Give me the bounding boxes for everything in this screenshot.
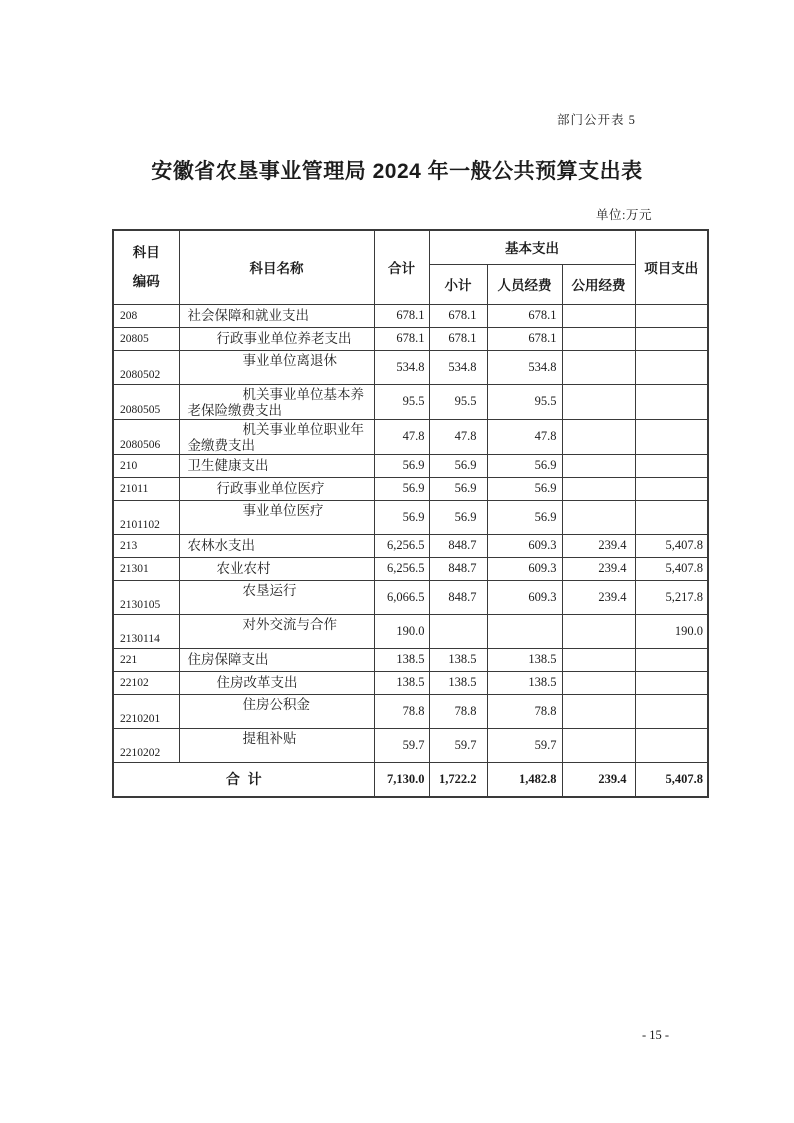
- cell-personnel: 678.1: [487, 304, 562, 327]
- table-row: [113, 728, 708, 762]
- cell-subject-name: 机关事业单位职业年金缴费支出: [179, 419, 374, 454]
- cell-subject-code: 2210202: [113, 728, 179, 762]
- table-row: [113, 671, 708, 694]
- cell-subtotal: 848.7: [429, 557, 487, 580]
- cell-total: 138.5: [374, 648, 429, 671]
- cell-project: 5,217.8: [635, 580, 708, 614]
- cell-personnel: 59.7: [487, 728, 562, 762]
- cell-subject-code: 2101102: [113, 500, 179, 534]
- header-code-line2: 编码: [132, 274, 160, 290]
- total-sum: 7,130.0: [374, 762, 429, 797]
- total-public: 239.4: [562, 762, 635, 797]
- table-row: [113, 557, 708, 580]
- cell-total: 59.7: [374, 728, 429, 762]
- table-row: [113, 500, 708, 534]
- cell-subject-code: 208: [113, 304, 179, 327]
- cell-project: 190.0: [635, 614, 708, 648]
- cell-subtotal: 95.5: [429, 384, 487, 419]
- cell-personnel: 56.9: [487, 477, 562, 500]
- cell-public: [562, 454, 635, 477]
- cell-public: [562, 304, 635, 327]
- table-row: [113, 350, 708, 384]
- cell-subject-name: 住房改革支出: [179, 671, 374, 694]
- cell-subtotal: 678.1: [429, 304, 487, 327]
- cell-subtotal: [429, 614, 487, 648]
- cell-subtotal: 78.8: [429, 694, 487, 728]
- cell-personnel: 678.1: [487, 327, 562, 350]
- cell-subject-name: 农垦运行: [179, 580, 374, 614]
- cell-project: 5,407.8: [635, 534, 708, 557]
- cell-subject-name: 行政事业单位养老支出: [179, 327, 374, 350]
- cell-public: [562, 694, 635, 728]
- header-project-expenditure: 项目支出: [635, 230, 708, 304]
- cell-total: 47.8: [374, 419, 429, 454]
- table-body: [113, 304, 708, 762]
- cell-public: 239.4: [562, 534, 635, 557]
- cell-subject-name: 提租补贴: [179, 728, 374, 762]
- cell-public: [562, 327, 635, 350]
- cell-subject-code: 2210201: [113, 694, 179, 728]
- cell-total: 78.8: [374, 694, 429, 728]
- cell-subtotal: 678.1: [429, 327, 487, 350]
- table-row: [113, 419, 708, 454]
- cell-personnel: [487, 614, 562, 648]
- cell-total: 678.1: [374, 304, 429, 327]
- cell-project: [635, 384, 708, 419]
- cell-subject-name: 住房保障支出: [179, 648, 374, 671]
- cell-public: [562, 614, 635, 648]
- table-row: [113, 534, 708, 557]
- cell-project: [635, 419, 708, 454]
- header-total: 合计: [374, 230, 429, 304]
- cell-personnel: 78.8: [487, 694, 562, 728]
- cell-subject-code: 2080505: [113, 384, 179, 419]
- cell-subject-code: 20805: [113, 327, 179, 350]
- cell-subtotal: 56.9: [429, 500, 487, 534]
- cell-public: [562, 728, 635, 762]
- cell-subtotal: 59.7: [429, 728, 487, 762]
- cell-subject-name: 事业单位医疗: [179, 500, 374, 534]
- cell-subtotal: 56.9: [429, 477, 487, 500]
- cell-subtotal: 534.8: [429, 350, 487, 384]
- cell-personnel: 609.3: [487, 580, 562, 614]
- cell-subject-code: 2080502: [113, 350, 179, 384]
- table-row: [113, 327, 708, 350]
- total-label: 合 计: [113, 762, 374, 797]
- cell-subject-code: 221: [113, 648, 179, 671]
- cell-personnel: 56.9: [487, 500, 562, 534]
- cell-public: [562, 500, 635, 534]
- cell-project: 5,407.8: [635, 557, 708, 580]
- cell-public: [562, 419, 635, 454]
- cell-project: [635, 694, 708, 728]
- cell-total: 56.9: [374, 500, 429, 534]
- cell-subject-name: 社会保障和就业支出: [179, 304, 374, 327]
- cell-subject-name: 行政事业单位医疗: [179, 477, 374, 500]
- cell-subject-name: 住房公积金: [179, 694, 374, 728]
- total-row: [113, 762, 708, 797]
- total-subtotal: 1,722.2: [429, 762, 487, 797]
- cell-total: 56.9: [374, 454, 429, 477]
- cell-project: [635, 454, 708, 477]
- cell-subtotal: 138.5: [429, 648, 487, 671]
- cell-subtotal: 47.8: [429, 419, 487, 454]
- table-row: [113, 304, 708, 327]
- cell-subject-name: 机关事业单位基本养老保险缴费支出: [179, 384, 374, 419]
- table-row: [113, 580, 708, 614]
- cell-subject-code: 2130105: [113, 580, 179, 614]
- cell-personnel: 47.8: [487, 419, 562, 454]
- cell-personnel: 138.5: [487, 671, 562, 694]
- cell-subtotal: 848.7: [429, 580, 487, 614]
- cell-project: [635, 350, 708, 384]
- page-title: 安徽省农垦事业管理局 2024 年一般公共预算支出表: [151, 160, 643, 183]
- header-personnel-funds: 人员经费: [487, 264, 562, 304]
- cell-subject-name: 事业单位离退休: [179, 350, 374, 384]
- cell-total: 6,066.5: [374, 580, 429, 614]
- cell-total: 56.9: [374, 477, 429, 500]
- cell-public: [562, 648, 635, 671]
- cell-public: 239.4: [562, 557, 635, 580]
- cell-subject-code: 21011: [113, 477, 179, 500]
- cell-personnel: 95.5: [487, 384, 562, 419]
- cell-project: [635, 327, 708, 350]
- cell-project: [635, 728, 708, 762]
- cell-subject-name: 农林水支出: [179, 534, 374, 557]
- header-basic-expenditure-group: 基本支出: [429, 230, 635, 264]
- table-row: [113, 477, 708, 500]
- cell-subject-name: 农业农村: [179, 557, 374, 580]
- cell-personnel: 534.8: [487, 350, 562, 384]
- cell-subject-code: 210: [113, 454, 179, 477]
- cell-personnel: 609.3: [487, 557, 562, 580]
- cell-subject-code: 21301: [113, 557, 179, 580]
- header-subject-name: 科目名称: [179, 230, 374, 304]
- table-row: [113, 648, 708, 671]
- cell-project: [635, 671, 708, 694]
- table-row: [113, 694, 708, 728]
- budget-table: [112, 229, 709, 798]
- unit-note: 单位:万元: [596, 208, 652, 222]
- cell-total: 138.5: [374, 671, 429, 694]
- cell-subject-name: 卫生健康支出: [179, 454, 374, 477]
- cell-public: 239.4: [562, 580, 635, 614]
- table-header: [113, 230, 708, 304]
- cell-project: [635, 304, 708, 327]
- cell-project: [635, 648, 708, 671]
- cell-subtotal: 56.9: [429, 454, 487, 477]
- cell-total: 190.0: [374, 614, 429, 648]
- corner-note: 部门公开表 5: [557, 113, 636, 127]
- cell-subject-code: 213: [113, 534, 179, 557]
- total-project: 5,407.8: [635, 762, 708, 797]
- cell-total: 678.1: [374, 327, 429, 350]
- cell-personnel: 56.9: [487, 454, 562, 477]
- cell-subject-name: 对外交流与合作: [179, 614, 374, 648]
- cell-total: 534.8: [374, 350, 429, 384]
- page-number: - 15 -: [642, 1028, 670, 1042]
- cell-subject-code: 2130114: [113, 614, 179, 648]
- table-row: [113, 454, 708, 477]
- cell-public: [562, 671, 635, 694]
- cell-total: 95.5: [374, 384, 429, 419]
- cell-public: [562, 477, 635, 500]
- table-row: [113, 614, 708, 648]
- cell-public: [562, 384, 635, 419]
- cell-project: [635, 477, 708, 500]
- cell-subtotal: 138.5: [429, 671, 487, 694]
- header-subject-code: [113, 230, 179, 304]
- cell-subtotal: 848.7: [429, 534, 487, 557]
- table-row: [113, 384, 708, 419]
- header-code-line1: 科目: [132, 245, 160, 261]
- cell-project: [635, 500, 708, 534]
- header-subtotal: 小计: [429, 264, 487, 304]
- cell-public: [562, 350, 635, 384]
- cell-subject-code: 22102: [113, 671, 179, 694]
- cell-total: 6,256.5: [374, 534, 429, 557]
- cell-personnel: 138.5: [487, 648, 562, 671]
- cell-subject-code: 2080506: [113, 419, 179, 454]
- header-public-funds: 公用经费: [562, 264, 635, 304]
- total-personnel: 1,482.8: [487, 762, 562, 797]
- cell-total: 6,256.5: [374, 557, 429, 580]
- cell-personnel: 609.3: [487, 534, 562, 557]
